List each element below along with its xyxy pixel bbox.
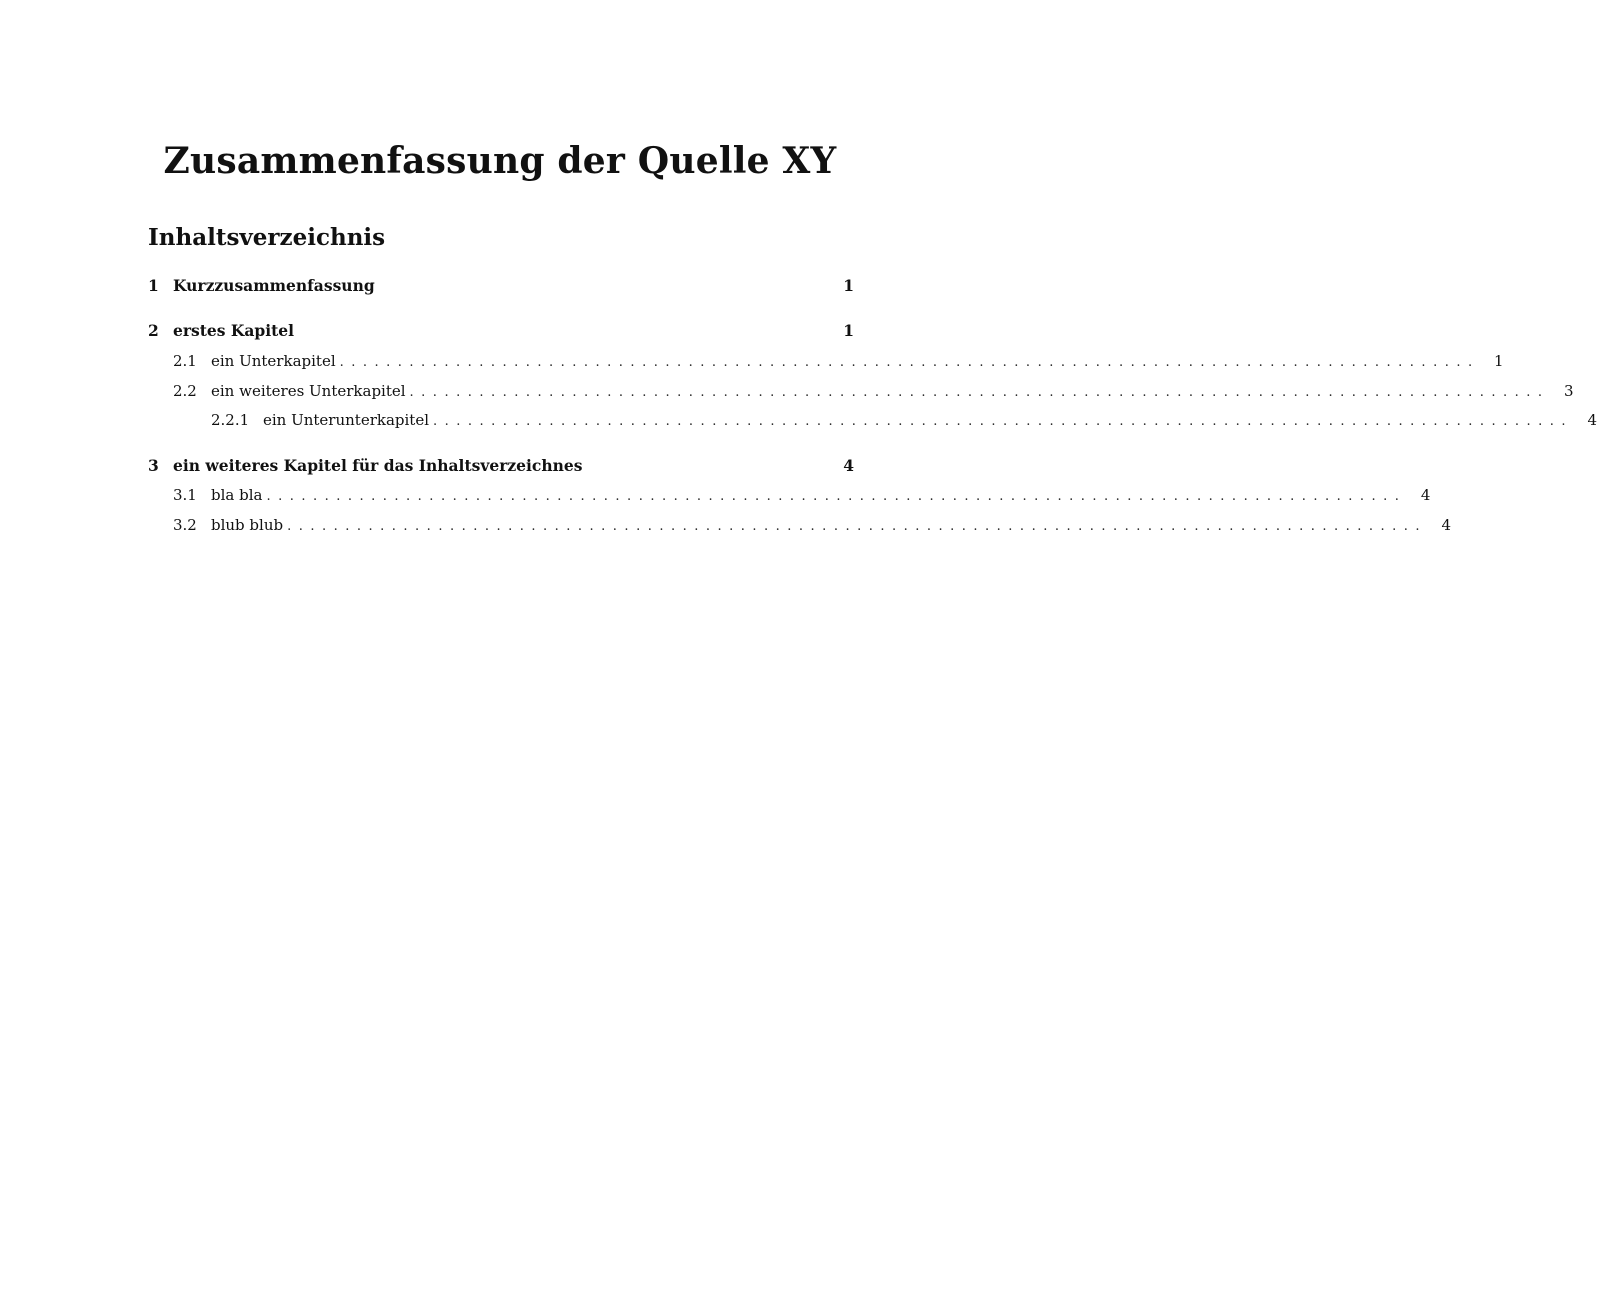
- toc-leader-dots: ..................................................................................................: [287, 519, 1428, 534]
- toc-entry-label: ein weiteres Unterkapitel: [211, 382, 406, 400]
- toc-entry-label: blub blub: [211, 516, 284, 534]
- toc-entry-2-2-1[interactable]: [148, 409, 1597, 431]
- toc-entry-page: 1: [843, 276, 854, 295]
- toc-entry-3-2[interactable]: [148, 514, 1452, 536]
- toc-entry-2-2[interactable]: [148, 380, 1574, 402]
- toc-entry-label: erstes Kapitel: [173, 321, 295, 340]
- toc-entry-3[interactable]: [148, 455, 854, 477]
- toc-entry-2[interactable]: [148, 320, 854, 342]
- toc-heading: Inhaltsverzeichnis: [148, 224, 386, 251]
- toc-entry-label: ein Unterunterkapitel: [263, 411, 430, 429]
- table-of-contents: [148, 0, 1597, 1300]
- toc-entry-page: 4: [843, 456, 854, 475]
- toc-leader-dots: ..................................................................................................: [433, 414, 1573, 429]
- toc-entry-page: 1: [843, 321, 854, 340]
- toc-leader-dots: ..................................................................................................: [339, 355, 1480, 370]
- toc-leader-dots: ..................................................................................................: [266, 489, 1407, 504]
- toc-entry-2-1[interactable]: [148, 350, 1504, 372]
- toc-entry-number: 3: [148, 456, 159, 475]
- toc-entry-label: ein weiteres Kapitel für das Inhaltsverzeichnes: [173, 456, 583, 475]
- toc-entry-page: 4: [1420, 486, 1431, 504]
- toc-entry-page: 4: [1441, 516, 1452, 534]
- toc-entry-number: 2.2: [173, 382, 197, 400]
- toc-entry-1[interactable]: [148, 275, 854, 297]
- toc-entry-label: bla bla: [211, 486, 263, 504]
- toc-entry-number: 2.2.1: [211, 411, 250, 429]
- page-title: Zusammenfassung der Quelle XY: [163, 140, 837, 182]
- toc-entry-number: 2.1: [173, 352, 197, 370]
- toc-entry-label: Kurzzusammenfassung: [173, 276, 375, 295]
- toc-entry-number: 3.1: [173, 486, 197, 504]
- toc-entry-page: 3: [1563, 382, 1574, 400]
- toc-entry-number: 2: [148, 321, 159, 340]
- toc-entry-page: 4: [1587, 411, 1597, 429]
- toc-entry-page: 1: [1494, 352, 1504, 370]
- toc-entry-label: ein Unterkapitel: [211, 352, 336, 370]
- toc-entry-number: 3.2: [173, 516, 197, 534]
- toc-leader-dots: ..................................................................................................: [409, 385, 1550, 400]
- toc-entry-3-1[interactable]: [148, 484, 1431, 506]
- toc-entry-number: 1: [148, 276, 159, 295]
